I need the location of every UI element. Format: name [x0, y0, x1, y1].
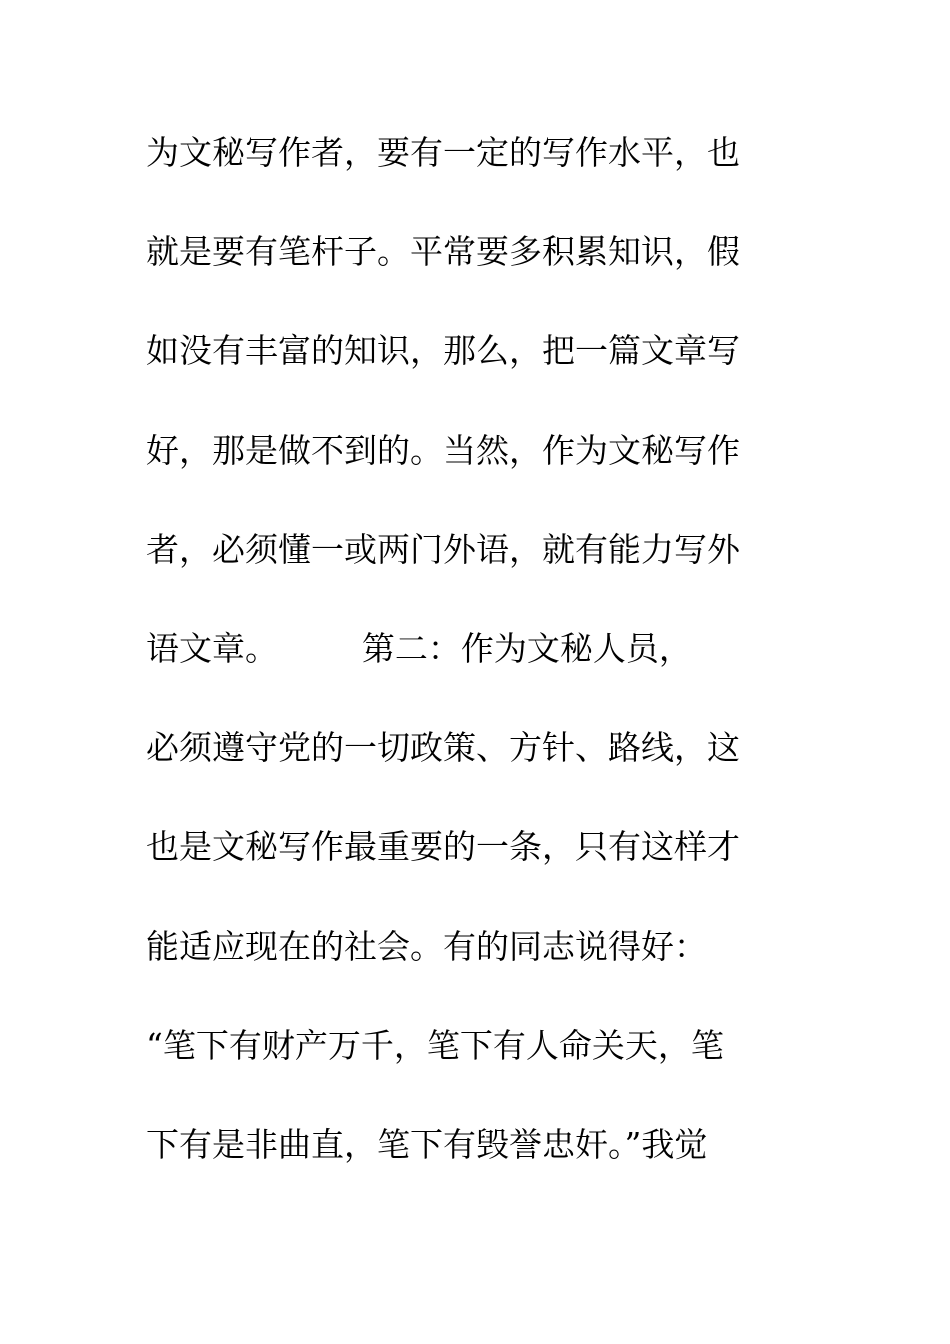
text-line: 能适应现在的社会。有的同志说得好：	[146, 926, 707, 966]
text-line: 好，那是做不到的。当然，作为文秘写作	[146, 430, 740, 470]
text-line: 就是要有笔杆子。平常要多积累知识，假	[146, 232, 740, 272]
text-line: 者，必须懂一或两门外语，就有能力写外	[146, 529, 740, 569]
text-line: 也是文秘写作最重要的一条，只有这样才	[146, 827, 740, 867]
text-line: 必须遵守党的一切政策、方针、路线，这	[146, 728, 740, 768]
text-line: “笔下有财产万千，笔下有人命关天，笔	[146, 1025, 724, 1065]
text-line: 语文章。 第二：作为文秘人员，	[146, 628, 692, 668]
text-line: 如没有丰富的知识，那么，把一篇文章写	[146, 331, 740, 371]
text-line: 下有是非曲直，笔下有毁誉忠奸。”我觉	[146, 1124, 708, 1164]
body-text	[146, 126, 786, 1217]
text-line: 为文秘写作者，要有一定的写作水平，也	[146, 133, 740, 172]
